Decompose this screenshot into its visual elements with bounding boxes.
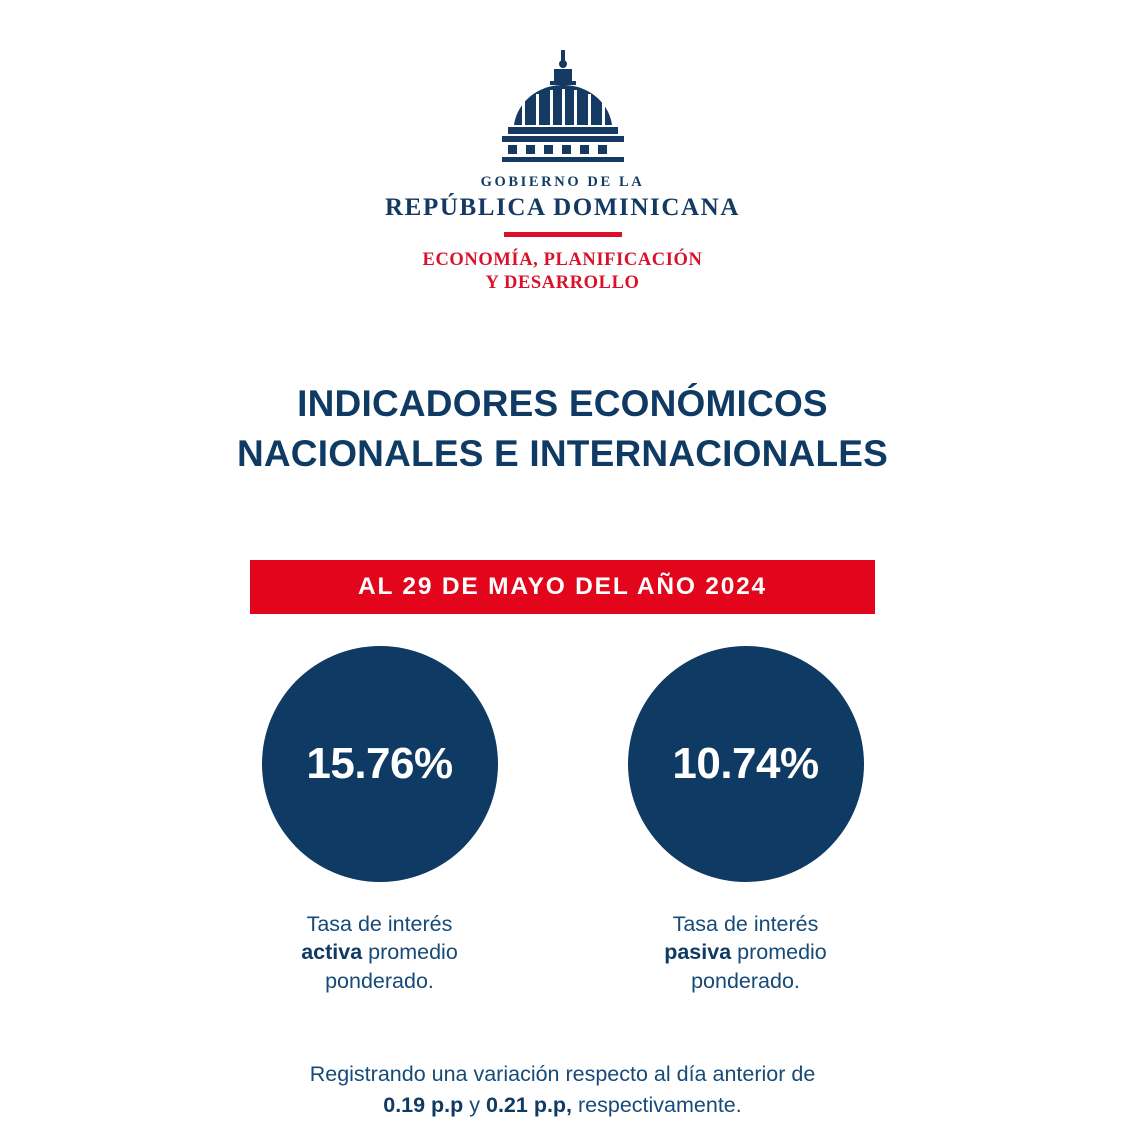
logo-divider xyxy=(504,232,622,237)
logo-country-line: REPÚBLICA DOMINICANA xyxy=(385,194,740,221)
stat-active-rate xyxy=(262,646,498,995)
logo-ministry-line-2: Y DESARROLLO xyxy=(485,273,640,294)
date-banner: AL 29 DE MAYO DEL AÑO 2024 xyxy=(250,560,875,614)
stat-caption-line-1: Tasa de interés xyxy=(672,911,819,936)
page-title-line-2: NACIONALES E INTERNACIONALES xyxy=(236,433,889,475)
stat-caption-line-1: Tasa de interés xyxy=(306,911,453,936)
stat-value: 15.76% xyxy=(306,738,453,788)
stats-row xyxy=(262,646,864,995)
footnote-tail: respectivamente. xyxy=(572,1092,742,1117)
stat-caption xyxy=(664,910,827,995)
footnote-value-2: 0.21 p.p, xyxy=(486,1092,573,1117)
stat-caption-bold: activa xyxy=(301,940,363,965)
stat-caption-after-bold: promedio xyxy=(731,940,827,965)
logo-ministry-line-1: ECONOMÍA, PLANIFICACIÓN xyxy=(422,250,703,270)
logo-government-line: GOBIERNO DE LA xyxy=(480,174,645,190)
logo-ministry xyxy=(423,249,703,295)
footnote-line-1: Registrando una variación respecto al día anterior de xyxy=(309,1062,816,1087)
stat-caption xyxy=(301,910,458,995)
stat-value: 10.74% xyxy=(672,738,819,788)
brand-logo-block xyxy=(385,48,740,295)
footnote-value-1: 0.19 p.p xyxy=(383,1092,464,1117)
page-title xyxy=(237,379,888,479)
stat-passive-rate xyxy=(628,646,864,995)
stat-circle xyxy=(628,646,864,882)
stat-caption-line-3: ponderado. xyxy=(691,968,800,993)
stat-caption-line-3: ponderado. xyxy=(325,968,434,993)
footnote-conjunction: y xyxy=(463,1092,486,1117)
stat-circle xyxy=(262,646,498,882)
stat-caption-after-bold: promedio xyxy=(362,940,458,965)
dome-crest-icon xyxy=(458,48,668,168)
stat-caption-bold: pasiva xyxy=(664,940,732,965)
page-title-line-1: INDICADORES ECONÓMICOS xyxy=(297,383,828,425)
variation-footnote xyxy=(310,1059,816,1120)
